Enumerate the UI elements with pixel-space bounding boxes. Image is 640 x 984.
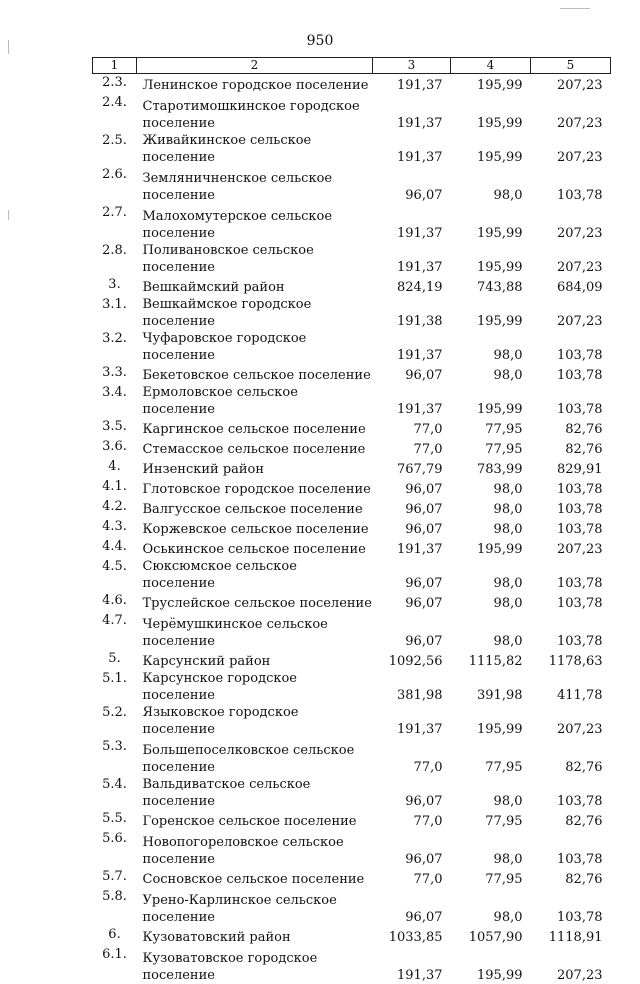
row-name: Инзенский район [142,461,265,477]
row-name: Живайкинское сельское поселение [142,132,312,165]
row-value-col5: 684,09 [557,279,603,295]
row-value-col4: 1057,90 [468,929,523,945]
row-index: 5.4. [102,776,127,792]
row-value-col3: 77,0 [413,759,443,775]
row-value-col5: 103,78 [557,521,603,537]
row-value-col3: 191,37 [397,721,443,737]
row-value-col3: 96,07 [405,851,443,867]
table-row [93,738,611,776]
row-index: 4.3. [102,518,127,534]
row-name: Сюксюмское сельское поселение [142,558,297,591]
table-row [93,704,611,738]
row-index: 2.8. [102,242,127,258]
table-row [93,166,611,204]
row-index: 4.6. [102,592,127,608]
row-value-col4: 98,0 [493,521,523,537]
table-row [93,518,611,538]
table-row [93,418,611,438]
row-value-col4: 783,99 [477,461,523,477]
row-value-col5: 82,76 [565,813,603,829]
row-value-col4: 195,99 [477,721,523,737]
row-value-col5: 1178,63 [548,653,603,669]
row-value-col5: 207,23 [557,115,603,131]
row-index: 5.3. [102,738,127,754]
row-name: Новопогореловское сельское поселение [142,834,344,867]
row-index: 3.3. [102,364,127,380]
row-value-col3: 191,37 [397,149,443,165]
table-row [93,868,611,888]
row-value-col3: 96,07 [405,367,443,383]
row-value-col5: 829,91 [557,461,603,477]
table-row [93,888,611,926]
row-name: Старотимошкинское городское поселение [142,98,360,131]
row-index: 3. [108,276,121,292]
table-row [93,830,611,868]
row-value-col4: 195,99 [477,259,523,275]
row-value-col3: 96,07 [405,187,443,203]
table-row [93,132,611,166]
header-col-4: 4 [451,58,531,74]
row-index: 6.1. [102,946,127,962]
row-name: Ермоловское сельское поселение [142,384,298,417]
scan-mark-top-right [560,8,590,9]
row-value-col4: 98,0 [493,909,523,925]
table-row [93,670,611,704]
row-value-col4: 77,95 [485,441,523,457]
table-row [93,650,611,670]
table-body [93,74,611,984]
row-name: Чуфаровское городское поселение [142,330,307,363]
table-row [93,538,611,558]
row-name: Валгусское сельское поселение [142,501,363,517]
row-name: Каргинское сельское поселение [142,421,366,437]
header-col-2: 2 [137,58,373,74]
row-value-col3: 77,0 [413,421,443,437]
row-value-col3: 767,79 [397,461,443,477]
row-value-col4: 195,99 [477,77,523,93]
row-value-col5: 103,78 [557,575,603,591]
row-index: 3.4. [102,384,127,400]
row-name: Труслейское сельское поселение [142,595,372,611]
row-index: 4.7. [102,612,127,628]
scan-mark-left-2 [8,210,9,220]
row-name: Горенское сельское поселение [142,813,357,829]
row-index: 5.2. [102,704,127,720]
row-name: Бекетовское сельское поселение [142,367,371,383]
row-value-col5: 207,23 [557,77,603,93]
row-value-col5: 207,23 [557,149,603,165]
table-row [93,94,611,132]
row-value-col5: 207,23 [557,721,603,737]
row-index: 4. [108,458,121,474]
row-value-col4: 195,99 [477,401,523,417]
row-name: Большепоселковское сельское поселение [142,742,355,775]
row-index: 2.6. [102,166,127,182]
table-row [93,478,611,498]
header-col-5: 5 [531,58,611,74]
table-row [93,364,611,384]
row-value-col4: 195,99 [477,313,523,329]
row-name: Стемасское сельское поселение [142,441,366,457]
row-value-col4: 77,95 [485,421,523,437]
row-name: Сосновское сельское поселение [142,871,365,887]
row-value-col3: 191,37 [397,259,443,275]
row-name: Вешкаймский район [142,279,285,295]
table-row [93,612,611,650]
row-value-col4: 195,99 [477,967,523,983]
table-header [93,58,611,74]
row-index: 2.3. [102,75,127,90]
row-value-col5: 82,76 [565,441,603,457]
row-value-col3: 191,37 [397,115,443,131]
row-name: Вешкаймское городское поселение [142,296,312,329]
row-value-col3: 96,07 [405,595,443,611]
row-value-col4: 98,0 [493,595,523,611]
row-value-col5: 103,78 [557,367,603,383]
row-value-col4: 98,0 [493,347,523,363]
row-value-col3: 96,07 [405,521,443,537]
row-value-col3: 1033,85 [388,929,443,945]
row-value-col3: 191,37 [397,401,443,417]
row-value-col5: 103,78 [557,401,603,417]
table-row [93,558,611,592]
table-row [93,438,611,458]
table-row [93,946,611,984]
row-value-col4: 77,95 [485,813,523,829]
row-value-col3: 96,07 [405,481,443,497]
row-value-col3: 191,37 [397,347,443,363]
table-row [93,330,611,364]
row-value-col4: 391,98 [477,687,523,703]
data-table [92,57,611,984]
row-value-col4: 98,0 [493,793,523,809]
row-value-col3: 191,37 [397,967,443,983]
row-value-col3: 824,19 [397,279,443,295]
row-index: 5. [108,650,121,666]
row-index: 5.8. [102,888,127,904]
row-value-col5: 82,76 [565,871,603,887]
row-value-col3: 96,07 [405,909,443,925]
row-value-col5: 207,23 [557,541,603,557]
row-value-col5: 103,78 [557,633,603,649]
row-value-col4: 98,0 [493,633,523,649]
row-index: 2.4. [102,94,127,110]
row-value-col5: 103,78 [557,187,603,203]
row-index: 2.5. [102,132,127,148]
row-value-col3: 1092,56 [388,653,443,669]
row-value-col3: 96,07 [405,633,443,649]
row-value-col5: 103,78 [557,347,603,363]
row-value-col5: 411,78 [557,687,603,703]
row-index: 4.2. [102,498,127,514]
row-index: 5.6. [102,830,127,846]
row-name: Ленинское городское поселение [142,77,369,93]
row-value-col4: 98,0 [493,501,523,517]
row-value-col5: 207,23 [557,259,603,275]
row-index: 3.6. [102,438,127,454]
row-value-col4: 195,99 [477,115,523,131]
row-value-col3: 77,0 [413,441,443,457]
row-value-col5: 82,76 [565,421,603,437]
row-name: Вальдиватское сельское поселение [142,776,311,809]
row-value-col3: 96,07 [405,501,443,517]
row-index: 2.7. [102,204,127,220]
row-value-col3: 77,0 [413,871,443,887]
row-value-col5: 207,23 [557,225,603,241]
header-col-1: 1 [93,58,137,74]
row-value-col3: 191,37 [397,77,443,93]
row-value-col5: 1118,91 [548,929,603,945]
scan-mark-left [8,40,9,54]
row-value-col3: 96,07 [405,793,443,809]
table-row [93,242,611,276]
row-value-col4: 98,0 [493,851,523,867]
row-index: 5.5. [102,810,127,826]
row-value-col4: 1115,82 [468,653,523,669]
table-row [93,458,611,478]
row-value-col4: 98,0 [493,367,523,383]
table-row [93,276,611,296]
row-name: Коржевское сельское поселение [142,521,369,537]
row-value-col4: 743,88 [477,279,523,295]
row-index: 4.1. [102,478,127,494]
row-name: Поливановское сельское поселение [142,242,314,275]
row-value-col3: 191,37 [397,541,443,557]
row-value-col4: 195,99 [477,149,523,165]
table-row [93,498,611,518]
table-row [93,926,611,946]
table-row [93,74,611,94]
row-value-col5: 103,78 [557,595,603,611]
row-value-col4: 77,95 [485,871,523,887]
row-value-col3: 381,98 [397,687,443,703]
row-index: 6. [108,926,121,942]
row-index: 4.4. [102,538,127,554]
header-col-3: 3 [373,58,451,74]
row-name: Малохомутерское сельское поселение [142,208,333,241]
row-name: Оськинское сельское поселение [142,541,366,557]
row-value-col5: 82,76 [565,759,603,775]
row-index: 3.5. [102,418,127,434]
row-value-col4: 195,99 [477,225,523,241]
row-value-col4: 98,0 [493,187,523,203]
table-row [93,776,611,810]
row-name: Языковское городское поселение [142,704,299,737]
table-row [93,810,611,830]
row-value-col3: 77,0 [413,813,443,829]
row-value-col5: 207,23 [557,967,603,983]
row-value-col3: 96,07 [405,575,443,591]
row-value-col3: 191,38 [397,313,443,329]
table-row [93,384,611,418]
row-name: Карсунский район [142,653,271,669]
row-value-col3: 191,37 [397,225,443,241]
table-row [93,296,611,330]
row-name: Кузоватовский район [142,929,291,945]
row-index: 3.1. [102,296,127,312]
row-value-col5: 103,78 [557,793,603,809]
row-value-col4: 98,0 [493,575,523,591]
row-index: 5.7. [102,868,127,884]
row-value-col5: 103,78 [557,481,603,497]
row-value-col4: 195,99 [477,541,523,557]
row-index: 3.2. [102,330,127,346]
table-row [93,592,611,612]
row-name: Земляничненское сельское поселение [142,170,333,203]
row-value-col5: 207,23 [557,313,603,329]
row-name: Кузоватовское городское поселение [142,950,318,983]
row-name: Урено-Карлинское сельское поселение [142,892,337,925]
page-number: 950 [306,33,334,49]
row-value-col5: 103,78 [557,909,603,925]
row-name: Черёмушкинское сельское поселение [142,616,328,649]
row-value-col5: 103,78 [557,501,603,517]
row-index: 4.5. [102,558,127,574]
row-index: 5.1. [102,670,127,686]
row-value-col5: 103,78 [557,851,603,867]
table-row [93,204,611,242]
row-value-col4: 77,95 [485,759,523,775]
row-name: Глотовское городское поселение [142,481,371,497]
row-name: Карсунское городское поселение [142,670,298,703]
row-value-col4: 98,0 [493,481,523,497]
